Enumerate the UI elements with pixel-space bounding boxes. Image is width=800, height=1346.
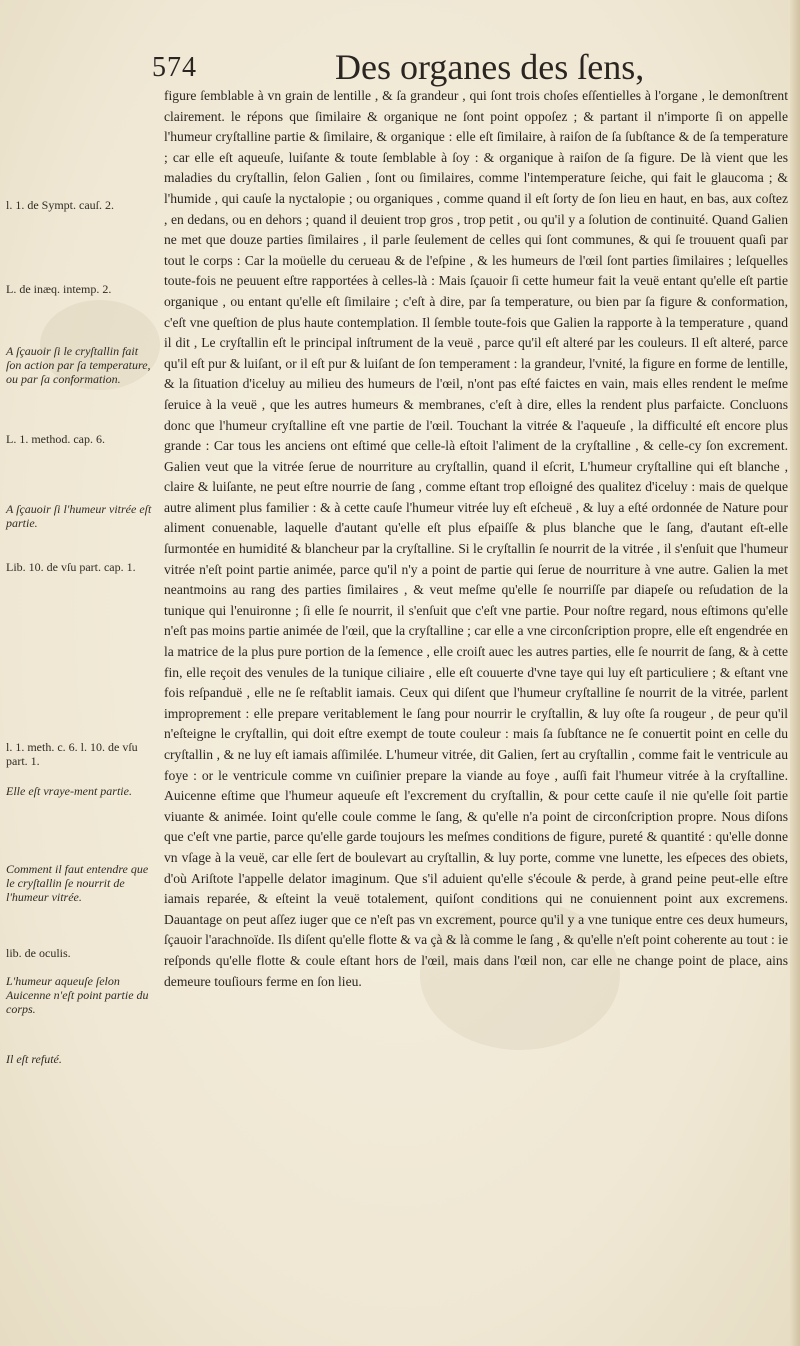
page-number: 574: [152, 52, 197, 83]
margin-note: L'humeur aqueuſe ſelon Auicenne n'eſt point partie du corps.: [6, 974, 149, 1016]
running-title: Des organes des ſens,: [335, 47, 645, 87]
margin-note: Elle eſt vraye-ment partie.: [6, 784, 132, 798]
main-text-block: [164, 86, 788, 992]
margin-note: l. 1. meth. c. 6. l. 10. de vſu part. 1.: [6, 740, 138, 768]
margin-note: A ſçauoir ſi l'humeur vitrée eſt partie.: [6, 502, 152, 530]
margin-note: l. 1. de Sympt. cauſ. 2.: [6, 198, 114, 212]
body-paragraph: figure ſemblable à vn grain de lentille , & ſa grandeur , qui ſont trois choſes eſſentielles à l'organe , le demonſtrent clairement. le répons que ſimilaire & organique ne ſont point oppoſez ; & partant il n'importe ſi on appelle l'humeur cryſtalline partie & ſimilaire, & organique : elle eſt ſimilaire, à raiſon de ſa ſubſtance & de ſa temperature ; car elle eſt aqueuſe, luiſante & toute ſemblable à ſoy : & organique à raiſon de ſa figure. De là vient que les maladies du cryſtallin, ſelon Galien , ſont ou ſimilaires, comme l'intemperature ſeiche, qui fait le glaucoma ; & l'humide , qui cauſe la nyctalopie ; ou organiques , comme quand il eſt ſorty de ſon lieu en haut, en bas, aux coſtez , en dedans, ou en dehors ; quand il deuient trop gros , trop petit , ou qu'il y a ſolution de continuité. Quand Galien ne met que douze parties ſimilaires , il parle ſeulement de celles qui ſont communes, & qui ſe trouuent quaſi par tout le corps : Car la moüelle du cerueau & de l'eſpine , & les humeurs de l'œil ſont parties ſimilaires ; leſquelles toute-fois ne peuuent eſtre rapportées à celles-là : Mais ſçauoir ſi cette humeur fait la veuë entant qu'elle eſt partie organique , ou entant qu'elle eſt ſimilaire ; c'eſt à dire, par ſa temperature, ou bien par ſa figure & conformation, c'eſt vne queſtion de plus haute contemplation. Il ſemble toute-fois que Galien la rapporte à la temperature , quand il dit , Le cryſtallin eſt le principal inſtrument de la veuë , parce qu'il eſt alteré par les couleurs. Il eſt alteré, parce qu'il eſt pur & luiſant, or il eſt pur & luiſant de ſon temperament : la grandeur, l'vnité, la figure en forme de lentille, & la ſituation d'iceluy au milieu des humeurs de l'œil, n'ont pas eſté faictes en vain, mais elles rendent le meſme ſeruice à la veuë , que les autres humeurs & membranes, c'eſt à dire, elles la rendent plus parfaicte. Concluons donc que l'humeur cryſtalline eſt vne partie de l'œil. Touchant la vitrée & l'aqueuſe , la difficulté eſt encore plus grande : Car tous les anciens ont eſtimé que celle-là eſtoit l'aliment de la cryſtalline , & celle-cy ſon excrement. Galien veut que la vitrée ſerue de nourriture au cryſtallin, quand il eſcrit, L'humeur cryſtalline qui eſt blanche , claire & luiſante, ne peut eſtre nourrie de ſang , comme eſtant trop eſloigné des qualitez d'iceluy : mais de quelque autre aliment plus familier : & à cette cauſe l'humeur vitrée luy eſt eſcheuë , & luy a eſté ordonnée de Nature pour aliment conuenable, laquelle d'autant qu'elle eſt plus eſpaiſſe & plus blanche que le ſang, d'autant eſt-elle ſurmontée en humidité & blancheur par la cryſtalline. Si le cryſtallin ſe nourrit de la vitrée , il s'enſuit que l'humeur vitrée n'eſt point partie animée, parce qu'il n'y a point de partie qui ſerue de nourriture à vne autre. Galien la met neantmoins au rang des parties ſimilaires , & veut meſme qu'elle ſe nourriſſe par diapeſe ou reſudation de la tunique qui l'enuironne ; ſi elle ſe nourrit, il s'enſuit que c'eſt vne partie. Pour noſtre regard, nous eſtimons qu'elle n'eſt pas moins partie animée de l'œil, que la cryſtalline ; car elle a vne circonſcription propre, elle eſt engendrée en la matrice de la plus pure portion de la ſemence , elle croiſt auec les autres parties, elle ſe nourrit de ſang, & à cette fin, elle reçoit des venules de la tunique ciliaire , elle eſt couuerte d'vne taye qui luy eſt particuliere ; & eſtant vne fois reſpanduë , elle ne ſe reſtablit iamais. Ceux qui diſent que l'humeur cryſtalline ſe nourrit de la vitrée, parlent improprement : elle prepare veritablement le ſang pour nourrir le cryſtallin, & luy oſte ſa rougeur , de peur qu'il n'eſteigne le cryſtallin, qui doit eſtre exempt de toute couleur : mais ſa ſubſtance ne ſe conuertit point en celle du cryſtallin , & ne luy eſt iamais aſſimilée. L'humeur vitrée, dit Galien, ſert au cryſtallin , comme fait le ventricule au foye : or le ventricule comme vn cuiſinier prepare la viande au foye , auſſi fait l'humeur vitrée à la cryſtalline. Auicenne eſtime que l'humeur aqueuſe eſt l'excrement du cryſtallin, & pour cette cauſe il nie qu'elle ſoit partie viuante & animée. Ioint qu'elle coule comme le ſang, & qu'elle n'a point de circonſcription propre. Nous diſons que c'eſt vne partie, parce qu'elle garde toujours les meſmes conditions de figure, pureté & quantité : qu'elle donne vn vſage à la veuë, car elle ſert de boulevart au cryſtallin, & luy porte, comme vne lunette, les eſpeces des obiets, d'où Ariſtote l'appelle delator imaginum. Que s'il aduient qu'elle s'écoule & perde, à grand peine peut-elle eſtre iamais reparée, & eſteint la veuë totalement, quiſont conditions qui ne conuiennent point aux excremens. Dauantage on peut aſſez iuger que ce n'eſt pas vn excrement, pource qu'il y a vne tunique entre ces deux humeurs, ſçauoir l'arachnoïde. Ils diſent qu'elle flotte & va çà & là comme le ſang , & qu'elle n'eſt point coherente au tout : ie reſponds qu'elle flotte & coule eſtant hors de l'œil, mais dans l'œil non, car elle ne change point de place, ains demeure touſiours ferme en ſon lieu.: [164, 88, 788, 989]
margin-note: lib. de oculis.: [6, 946, 71, 960]
margin-note: Comment il faut entendre que le cryſtallin ſe nourrit de l'humeur vitrée.: [6, 862, 149, 904]
margin-note: Il eſt refuté.: [6, 1052, 62, 1066]
margin-note: L. de inæq. intemp. 2.: [6, 282, 112, 296]
margin-note: L. 1. method. cap. 6.: [6, 432, 105, 446]
margin-note: Lib. 10. de vſu part. cap. 1.: [6, 560, 136, 574]
margin-note: A ſçauoir ſi le cryſtallin fait ſon action par ſa temperature, ou par ſa conformation.: [6, 344, 151, 386]
page-header: [0, 46, 800, 86]
page-edge: [790, 0, 800, 1346]
